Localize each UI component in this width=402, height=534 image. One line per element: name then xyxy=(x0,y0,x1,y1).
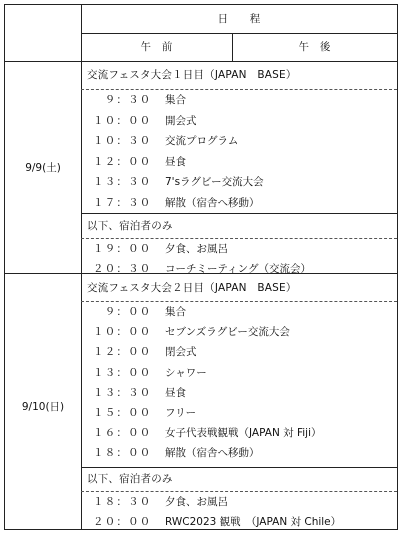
schedule-label: 解散（宿舎へ移動） xyxy=(165,196,260,209)
schedule-label: セブンズラグビー交流大会 xyxy=(165,326,290,339)
schedule-time: １３：３０ xyxy=(93,386,152,399)
schedule-label: 閉会式 xyxy=(165,346,197,359)
schedule-label: RWC2023 観戦 （JAPAN 対 Chile） xyxy=(165,516,342,528)
schedule-time: ９：３０ xyxy=(93,94,152,106)
schedule-time: １２：００ xyxy=(93,346,152,359)
schedule-label: 解散（宿舎へ移動） xyxy=(165,447,260,460)
schedule-row xyxy=(93,114,197,128)
day1-night-title: 以下、宿泊者のみ xyxy=(87,220,173,232)
schedule-label: 集合 xyxy=(165,94,186,106)
day2-night-title: 以下、宿泊者のみ xyxy=(87,473,173,485)
schedule-label: 昼食 xyxy=(165,155,186,168)
schedule-label: 女子代表戦観戦（JAPAN 対 Fiji） xyxy=(165,427,322,440)
schedule-label: 交流プログラム xyxy=(165,135,239,147)
schedule-label: シャワー xyxy=(165,366,207,379)
day1-date: 9/9(土) xyxy=(25,162,61,174)
schedule-time: １７：３０ xyxy=(93,196,152,209)
schedule-label: フリー xyxy=(165,407,197,419)
schedule-label: コーチミーティング（交流会） xyxy=(165,263,311,275)
schedule-time: １２：００ xyxy=(93,155,152,168)
schedule-row xyxy=(93,134,238,148)
day1-night-title-divider xyxy=(81,238,397,239)
schedule-row xyxy=(93,446,260,460)
schedule-label: 集合 xyxy=(165,306,186,318)
schedule-row xyxy=(93,305,186,319)
schedule-label: 昼食 xyxy=(165,386,186,399)
schedule-time: １５：００ xyxy=(93,407,152,419)
header-divider xyxy=(81,33,397,34)
schedule-time: ２０：３０ xyxy=(93,263,152,275)
schedule-time: １０：００ xyxy=(93,114,152,127)
schedule-label: 夕食、お風呂 xyxy=(165,496,228,508)
day1-title: 交流フェスタ大会１日目（JAPAN BASE） xyxy=(87,69,297,81)
schedule-time: １８：３０ xyxy=(93,496,152,508)
day1-night-divider xyxy=(81,213,397,214)
schedule-row xyxy=(93,366,207,380)
schedule-time: ９：００ xyxy=(93,306,152,318)
schedule-row xyxy=(93,495,228,509)
schedule-time: １０：３０ xyxy=(93,135,152,147)
schedule-time: １３：３０ xyxy=(93,176,152,188)
day1-title-divider xyxy=(81,89,397,90)
schedule-time: １０：００ xyxy=(93,326,152,339)
schedule-label: 開会式 xyxy=(165,114,197,127)
day2-date: 9/10(日) xyxy=(21,401,65,413)
schedule-row xyxy=(93,175,264,189)
schedule-row xyxy=(93,345,197,359)
header-pm: 午 後 xyxy=(298,41,331,53)
schedule-table xyxy=(4,4,398,530)
schedule-row xyxy=(93,155,186,169)
day2-title: 交流フェスタ大会２日目（JAPAN BASE） xyxy=(87,282,297,294)
header-am: 午 前 xyxy=(140,41,173,53)
schedule-row xyxy=(93,386,186,400)
schedule-time: １３：００ xyxy=(93,366,152,379)
schedule-row xyxy=(93,426,322,440)
schedule-time: １９：００ xyxy=(93,243,152,255)
day2-title-divider xyxy=(81,301,397,302)
day2-night-title-divider xyxy=(81,491,397,492)
schedule-row xyxy=(93,406,196,420)
schedule-row xyxy=(93,93,186,107)
day-separator xyxy=(5,273,397,274)
schedule-row xyxy=(93,242,228,256)
schedule-label: 7'sラグビー交流大会 xyxy=(165,176,264,188)
schedule-time: １６：００ xyxy=(93,427,152,440)
schedule-row xyxy=(93,515,341,529)
header-schedule: 日 程 xyxy=(217,13,261,25)
header-bottom-line xyxy=(5,61,397,62)
schedule-time: ２０：００ xyxy=(93,516,152,528)
schedule-label: 夕食、お風呂 xyxy=(165,243,228,255)
schedule-row xyxy=(93,196,260,210)
column-divider xyxy=(81,5,82,529)
schedule-row xyxy=(93,325,290,339)
day2-night-divider xyxy=(81,467,397,468)
schedule-time: １８：００ xyxy=(93,447,152,460)
